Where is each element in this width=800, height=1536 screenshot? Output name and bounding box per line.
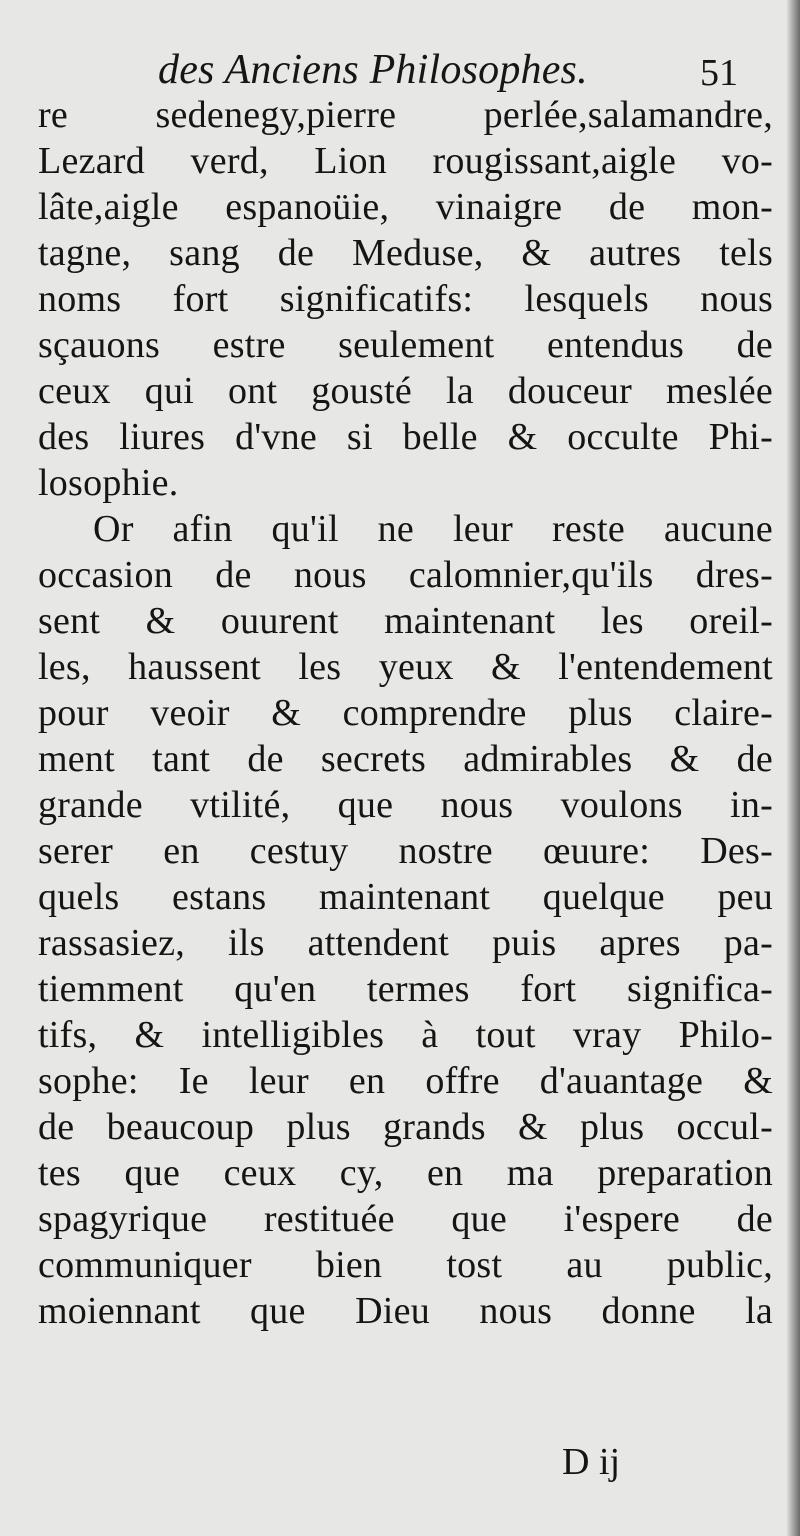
text-line: Lezard verd, Lion rougissant,aigle vo-: [38, 140, 773, 182]
text-line: sent & ouurent maintenant les oreil-: [38, 600, 773, 642]
text-line: pour veoir & comprendre plus claire-: [38, 692, 773, 734]
text-line: ceux qui ont gousté la douceur meslée: [38, 370, 773, 412]
page-number: 51: [700, 52, 738, 94]
text-line: tagne, sang de Meduse, & autres tels: [38, 232, 773, 274]
text-line: de beaucoup plus grands & plus occul-: [38, 1106, 773, 1148]
running-title: des Anciens Philosophes.: [158, 47, 588, 93]
text-line: losophie.: [38, 462, 179, 504]
text-line: lâte,aigle espanoüie, vinaigre de mon-: [38, 186, 773, 228]
text-line: sçauons estre seulement entendus de: [38, 324, 773, 366]
text-line: les, haussent les yeux & l'entendement: [38, 646, 773, 688]
printer-signature-mark: D ij: [562, 1441, 621, 1483]
text-line: tiemment qu'en termes fort significa-: [38, 968, 773, 1010]
text-line: spagyrique restituée que i'espere de: [38, 1198, 773, 1240]
text-line: moiennant que Dieu nous donne la: [38, 1290, 773, 1332]
text-line: ment tant de secrets admirables & de: [38, 738, 773, 780]
text-line: tifs, & intelligibles à tout vray Philo-: [38, 1014, 773, 1056]
paragraph-start-line: Or afin qu'il ne leur reste aucune: [93, 508, 773, 550]
text-line: rassasiez, ils attendent puis apres pa-: [38, 922, 773, 964]
text-line: serer en cestuy nostre œuure: Des-: [38, 830, 773, 872]
text-line: sophe: Ie leur en offre d'auantage &: [38, 1060, 773, 1102]
body-text: [38, 92, 773, 1334]
text-line: communiquer bien tost au public,: [38, 1244, 773, 1286]
text-line: grande vtilité, que nous voulons in-: [38, 784, 773, 826]
text-line: quels estans maintenant quelque peu: [38, 876, 773, 918]
text-line: des liures d'vne si belle & occulte Phi-: [38, 416, 773, 458]
text-line: tes que ceux cy, en ma preparation: [38, 1152, 773, 1194]
text-line: noms fort significatifs: lesquels nous: [38, 278, 773, 320]
text-line: re sedenegy,pierre perlée,salamandre,: [38, 94, 773, 136]
text-line: occasion de nous calomnier,qu'ils dres-: [38, 554, 773, 596]
